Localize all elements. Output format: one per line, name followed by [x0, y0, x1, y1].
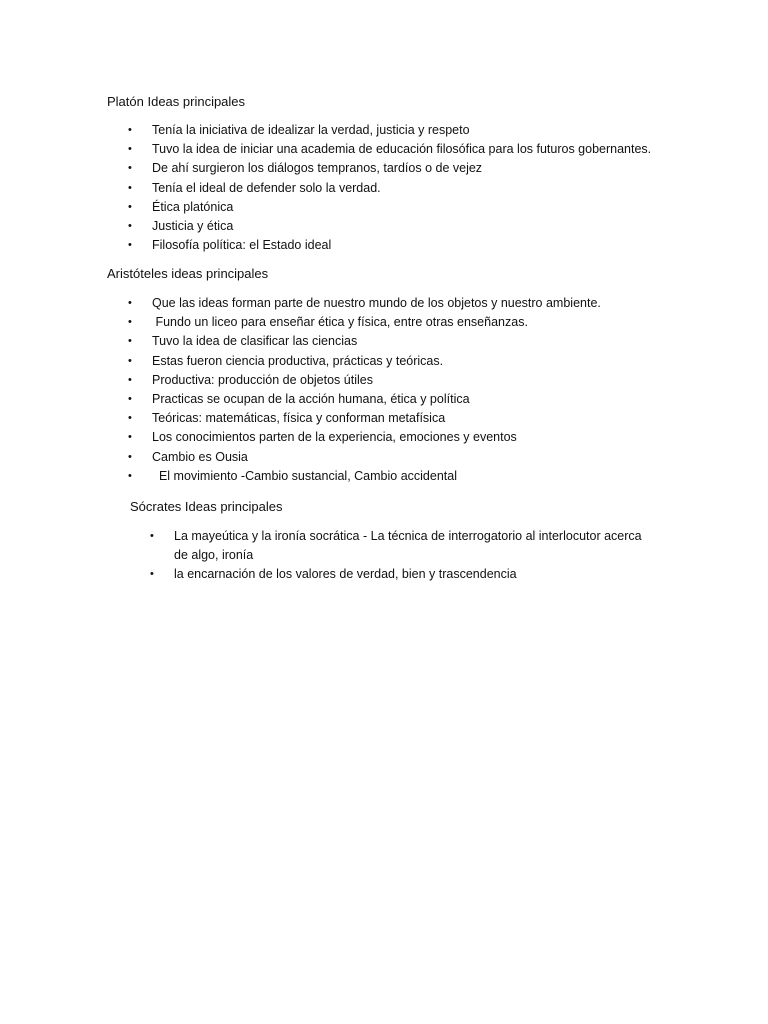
list-item-text: Tuvo la idea de iniciar una academia de educación filosófica para los futuros gobernantes. [152, 142, 652, 157]
list-item [128, 159, 768, 178]
list-item [128, 332, 768, 351]
bullet-icon: • [128, 239, 132, 252]
bullet-icon: • [128, 412, 132, 425]
list-item-text: El movimiento -Cambio sustancial, Cambio accidental [152, 468, 457, 483]
list-item [128, 448, 768, 467]
list-item [128, 121, 768, 140]
section-aristoteles [0, 264, 768, 486]
list-item-text: Filosofía política: el Estado ideal [152, 238, 332, 253]
list-item [150, 527, 654, 565]
bullet-icon: • [128, 431, 132, 444]
list-item-text: Cambio es Ousia [152, 449, 248, 464]
bullet-icon: • [128, 373, 132, 386]
bullet-icon: • [128, 316, 132, 329]
bullet-icon: • [128, 297, 132, 309]
bullet-icon: • [150, 568, 154, 581]
list-item-text: Que las ideas forman parte de nuestro mundo de los objetos y nuestro ambiente. [152, 296, 601, 310]
section-platon [0, 92, 768, 255]
list-item [150, 565, 768, 584]
list-item-text: Ética platónica [152, 199, 234, 214]
list-item [128, 236, 768, 255]
list-item-text: Teóricas: matemáticas, física y conforman metafísica [152, 411, 446, 426]
bullet-icon: • [128, 393, 132, 406]
list-item-text: Tenía el ideal de defender solo la verdad. [152, 180, 381, 195]
list-item-text: Practicas se ocupan de la acción humana, ética y política [152, 392, 470, 407]
bullet-icon: • [150, 530, 154, 542]
list-item-text: Productiva: producción de objetos útiles [152, 372, 373, 387]
list-item-text: Justicia y ética [152, 219, 234, 234]
list-item [128, 428, 768, 447]
list-item [128, 352, 768, 371]
list-item [128, 409, 768, 428]
list-item [128, 179, 768, 198]
list-item-text: Los conocimientos parten de la experiencia, emociones y eventos [152, 430, 517, 445]
bullet-icon: • [128, 181, 132, 194]
list-item [128, 467, 768, 486]
list-item [128, 217, 768, 236]
bullet-icon: • [128, 143, 132, 156]
list-item [128, 371, 768, 390]
list-item-text: Estas fueron ciencia productiva, prácticas y teóricas. [152, 353, 444, 368]
bullet-list [0, 527, 768, 585]
bullet-icon: • [128, 335, 132, 348]
section-heading: Sócrates Ideas principales [130, 499, 283, 514]
list-item [128, 313, 768, 332]
bullet-icon: • [128, 220, 132, 233]
list-item [128, 294, 768, 313]
list-item [128, 140, 768, 159]
bullet-icon: • [128, 162, 132, 175]
bullet-icon: • [128, 354, 132, 367]
list-item-text: Tuvo la idea de clasificar las ciencias [152, 334, 358, 349]
list-item-text: La mayeútica y la ironía socrática - La técnica de interrogatorio al interlocutor acerca de algo, ironía [174, 529, 642, 563]
list-item-text: Tenía la iniciativa de idealizar la verdad, justicia y respeto [152, 123, 470, 137]
bullet-icon: • [128, 469, 132, 482]
list-item-text: la encarnación de los valores de verdad, bien y trascendencia [174, 567, 517, 582]
section-heading: Aristóteles ideas principales [107, 266, 269, 281]
list-item-text: De ahí surgieron los diálogos tempranos, tardíos o de vejez [152, 161, 483, 176]
bullet-list [0, 121, 768, 255]
bullet-icon: • [128, 200, 132, 213]
list-item [128, 198, 768, 217]
section-heading: Platón Ideas principales [107, 94, 246, 109]
bullet-icon: • [128, 450, 132, 463]
bullet-icon: • [128, 124, 132, 136]
bullet-list [0, 294, 768, 486]
section-socrates [0, 497, 768, 585]
list-item [128, 390, 768, 409]
list-item-text: Fundo un liceo para enseñar ética y física, entre otras enseñanzas. [152, 315, 528, 330]
